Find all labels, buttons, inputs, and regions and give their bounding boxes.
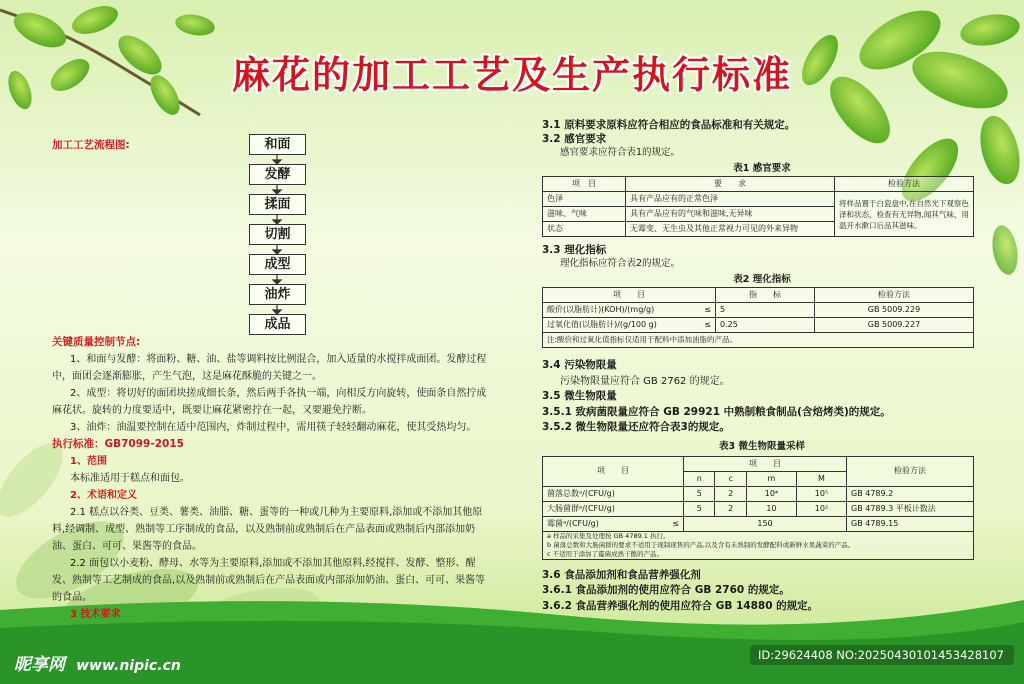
kq-item-3: 3、油炸：油温要控制在适中范围内，炸制过程中，需用筷子轻轻翻动麻花，使其受热均匀。 — [70, 422, 477, 433]
req-3-2: 3.2 感官要求 — [542, 133, 607, 145]
t3-cell: 5 — [684, 486, 715, 501]
t2-cell: 0.25 — [716, 318, 815, 333]
t2-head-method: 检验方法 — [815, 288, 974, 303]
t2-cell: 过氧化值(以脂肪计)/(g/100 g) — [543, 318, 690, 333]
flow-step-frying: 油炸 — [249, 284, 306, 305]
section-terms: 2、术语和定义 — [70, 490, 137, 501]
left-column — [52, 334, 522, 623]
standard-line — [52, 436, 522, 453]
t3-cell: 菌落总数ᵃ/(CFU/g) — [543, 486, 684, 501]
t2-cell: 5 — [716, 303, 815, 318]
t3-mold-cell — [543, 516, 684, 531]
t3-head-group: 项 目 — [684, 456, 847, 471]
req-3-6-1: 3.6.1 食品添加剂的使用应符合 GB 2760 的规定。 — [542, 584, 790, 596]
req-3-3: 3.3 理化指标 — [542, 244, 607, 256]
def-cake-2: 料,经调制、成型、熟制等工序制成的食品，以及熟制前或熟制后在产品表面或熟制后内部添加奶 — [52, 524, 476, 535]
t2-cell: ≤ — [689, 303, 716, 318]
flow-step-cutting: 切割 — [249, 224, 306, 245]
def-bread-2: 发、熟制等工艺制成的食品,以及熟制前或熟制后在产品表面或内部添加奶油、蛋白、可可、果酱等 — [52, 575, 486, 586]
scope-text: 本标准适用于糕点和面包。 — [70, 473, 190, 484]
flow-label: 加工工艺流程图: — [52, 139, 130, 151]
t3-notes — [543, 531, 974, 559]
table3-microbe — [542, 456, 974, 560]
t1-cell: 滋味、气味 — [543, 207, 626, 222]
t3-cell: 10 — [746, 501, 796, 516]
req-3-6-2: 3.6.2 食品营养强化剂的使用应符合 GB 14880 的规定。 — [542, 599, 819, 612]
t3-cell: 10⁵ — [796, 486, 846, 501]
flow-step-finished: 成品 — [249, 314, 306, 335]
def-bread-3: 的食品。 — [52, 592, 92, 603]
kq-item-2: 2、成型：将切好的面团块搓成细长条，然后两手各执一端，向相反方向旋转，使面条自然拧成 — [70, 388, 487, 399]
t1-cell: 具有产品应有的气味和滋味,无异味 — [626, 207, 835, 222]
flow-step-fermenting: 发酵 — [249, 164, 306, 185]
t3-cell: 2 — [715, 486, 746, 501]
right-column — [542, 118, 982, 614]
t3-note: c 不适用于添加了霉菌成熟干酪的产品。 — [547, 549, 664, 558]
t3-cell: 10⁴ — [746, 486, 796, 501]
section-tech-req: 3 技术要求 — [70, 609, 121, 620]
t3-cell: 10² — [796, 501, 846, 516]
id-badge — [750, 645, 1014, 665]
t3-mold-method: GB 4789.15 — [847, 516, 974, 531]
t2-head-index: 指 标 — [716, 288, 815, 303]
req-3-5: 3.5 微生物限量 — [542, 390, 617, 402]
table2-caption: 表2 理化指标 — [733, 274, 791, 285]
table2-physchem — [542, 287, 974, 348]
t1-cell: 无霉变、无生虫及其他正常视力可见的外来异物 — [626, 222, 835, 237]
t2-cell: GB 5009.227 — [815, 318, 974, 333]
site-url: www.nipic.cn — [76, 658, 181, 674]
t1-cell: 色泽 — [543, 192, 626, 207]
req-3-4: 3.4 污染物限量 — [542, 359, 617, 371]
additives-block — [542, 568, 982, 615]
t3-cell: GB 4789.3 平板计数法 — [847, 501, 974, 516]
def-bread-1: 2.2 面包以小麦粉、酵母、水等为主要原料,添加或不添加其他原料,经搅拌、发酵、整形、醒 — [70, 558, 476, 569]
table1-sensory — [542, 176, 974, 237]
req-3-3-text: 理化指标应符合表2的规定。 — [560, 258, 681, 269]
standard-code: GB7099-2015 — [104, 438, 184, 450]
t2-head-item: 项 目 — [543, 288, 716, 303]
def-cake-1: 2.1 糕点以谷类、豆类、薯类、油脂、糖、蛋等的一种或几种为主要原料,添加或不添加其他原 — [70, 507, 483, 518]
t2-note: 注:酸价和过氧化值指标仅适用于配料中添加油脂的产品。 — [543, 333, 974, 348]
req-3-2-text: 感官要求应符合表1的规定。 — [560, 147, 681, 158]
t3-head-item: 项 目 — [543, 456, 684, 486]
kq-item-1-cont: 中，面团会逐渐膨胀，产生气泡，这是麻花酥脆的关键之一。 — [52, 371, 322, 382]
flow-step-shaping: 成型 — [249, 254, 306, 275]
standard-label: 执行标准： — [52, 438, 105, 450]
t1-head-item: 项 目 — [543, 177, 626, 192]
t3-mold-value: 150 — [684, 516, 847, 531]
pollutant-micro-block — [542, 358, 982, 436]
t3-note: b 菌落总数和大肠菌群的要求不适用于现制现售的产品,以及含有未熟制的发酵配料或新鲜水果蔬菜的产品。 — [547, 540, 855, 549]
kq-item-1: 1、和面与发酵：将面粉、糖、油、盐等调料按比例混合，加入适量的水搅拌成面团。发酵过程 — [70, 354, 487, 365]
table3-caption: 表3 微生物限量采样 — [719, 440, 805, 452]
t3-col-m: m — [746, 471, 796, 486]
t2-cell: 酸价(以脂肪计)(KOH)/(mg/g) — [543, 303, 690, 318]
image-id-text: ID:29624408 NO:20250430101453428107 — [758, 648, 1004, 662]
t1-method-cell: 将样品置于白瓷盘中,在自然光下观察色泽和状态，检查有无异物,闻其气味，用温开水漱口后品其滋味。 — [835, 192, 974, 237]
t3-cell: 大肠菌群ᵃ/(CFU/g) — [543, 501, 684, 516]
section-scope: 1、范围 — [70, 456, 107, 467]
footer-watermark — [14, 650, 181, 675]
req-3-6: 3.6 食品添加剂和食品营养强化剂 — [542, 568, 701, 581]
t2-cell: ≤ — [689, 318, 716, 333]
t3-col-n: n — [684, 471, 715, 486]
t3-cell: 2 — [715, 501, 746, 516]
flow-arrows — [270, 155, 284, 315]
t2-cell: GB 5009.229 — [815, 303, 974, 318]
req-3-1: 3.1 原料要求原料应符合相应的食品标准和有关规定。 — [542, 119, 796, 131]
key-quality-heading: 关键质量控制节点: — [52, 336, 141, 348]
site-logo-text: 昵享网 — [14, 655, 65, 675]
def-cake-3: 油、蛋白、可可、果酱等的食品。 — [52, 541, 202, 552]
flow-step-mixing: 和面 — [249, 134, 306, 155]
t3-mold-le: ≤ — [672, 518, 679, 528]
t1-cell: 状态 — [543, 222, 626, 237]
t3-mold-label: 霉菌ᵃ/(CFU/g) — [547, 518, 599, 528]
kq-item-2-cont: 麻花状。旋转的力度要适中，既要让麻花紧密拧在一起，又要避免拧断。 — [52, 405, 372, 416]
t3-col-c: c — [715, 471, 746, 486]
t1-head-method: 检验方法 — [835, 177, 974, 192]
t3-cell: GB 4789.2 — [847, 486, 974, 501]
flow-step-kneading: 揉面 — [249, 194, 306, 215]
t3-cell: 5 — [684, 501, 715, 516]
poster-title: 麻花的加工工艺及生产执行标准 — [231, 53, 792, 97]
table1-caption: 表1 感官要求 — [733, 163, 791, 174]
t3-col-M: M — [796, 471, 846, 486]
req-3-5-2: 3.5.2 微生物限量还应符合表3的规定。 — [542, 421, 730, 433]
t1-cell: 具有产品应有的正常色泽 — [626, 192, 835, 207]
t3-note: a 样品的采集及处理按 GB 4789.1 执行。 — [547, 531, 670, 540]
t3-head-method: 检验方法 — [847, 456, 974, 486]
req-3-5-1: 3.5.1 致病菌限量应符合 GB 29921 中熟制粮食制品(含焙烤类)的规定。 — [542, 405, 891, 418]
req-3-4-text: 污染物限量应符合 GB 2762 的规定。 — [560, 375, 730, 387]
t1-head-req: 要 求 — [626, 177, 835, 192]
